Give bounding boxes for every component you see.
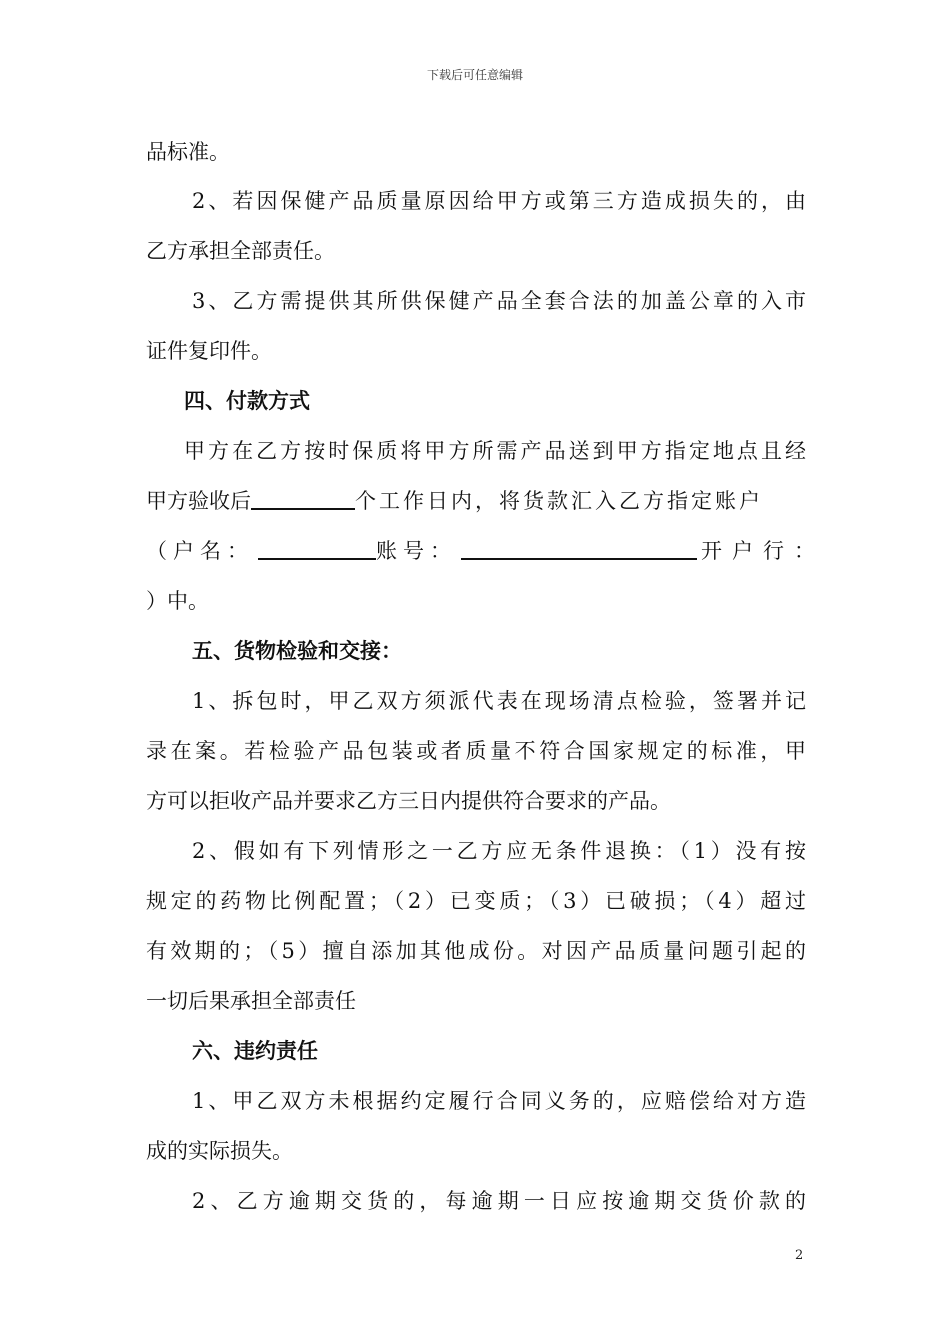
paragraph-line: 成的实际损失。 <box>146 1139 293 1163</box>
paragraph-line: 2、若因保健产品质量原因给甲方或第三方造成损失的，由 <box>192 189 806 213</box>
paragraph-text: 账号： <box>376 539 457 563</box>
paragraph-line: 3、乙方需提供其所供保健产品全套合法的加盖公章的入市 <box>192 289 806 313</box>
paragraph-line: 证件复印件。 <box>146 339 272 363</box>
paragraph-line: 甲方在乙方按时保质将甲方所需产品送到甲方指定地点且经 <box>184 439 806 463</box>
section-heading-payment: 四、付款方式 <box>184 388 310 413</box>
fill-in-blank-account-name[interactable] <box>258 536 376 560</box>
paragraph-line: 2、假如有下列情形之一乙方应无条件退换：（1）没有按 <box>192 839 806 863</box>
section-heading-inspection: 五、货物检验和交接： <box>192 638 402 663</box>
paragraph-line: 一切后果承担全部责任 <box>146 989 356 1013</box>
paragraph-line <box>146 536 825 566</box>
paragraph-text: 甲方验收后 <box>146 489 251 513</box>
paragraph-line: 乙方承担全部责任。 <box>146 239 335 263</box>
paragraph-line: 品标准。 <box>146 140 230 164</box>
fill-in-blank-account-number[interactable] <box>461 536 697 560</box>
paragraph-line: 1、甲乙双方未根据约定履行合同义务的，应赔偿给对方造 <box>192 1089 806 1113</box>
paragraph-line: ）中。 <box>146 589 209 613</box>
paragraph-text: （户名： <box>146 539 254 563</box>
paragraph-text: 个工作日内，将货款汇入乙方指定账户 <box>355 489 763 513</box>
section-heading-breach: 六、违约责任 <box>192 1038 318 1063</box>
page-header: 下载后可任意编辑 <box>426 68 523 82</box>
fill-in-blank-days[interactable] <box>251 486 355 510</box>
paragraph-line: 方可以拒收产品并要求乙方三日内提供符合要求的产品。 <box>146 789 671 813</box>
paragraph-line: 有效期的；（5）擅自添加其他成份。对因产品质量问题引起的 <box>146 939 806 963</box>
paragraph-line: 录在案。若检验产品包装或者质量不符合国家规定的标准，甲 <box>146 739 806 763</box>
page-number: 2 <box>795 1248 804 1263</box>
paragraph-line: 1、拆包时，甲乙双方须派代表在现场清点检验，签署并记 <box>192 689 806 713</box>
paragraph-line: 2、乙方逾期交货的，每逾期一日应按逾期交货价款的 <box>192 1189 806 1213</box>
paragraph-text: 开户行： <box>701 539 825 563</box>
paragraph-line: 规定的药物比例配置；（2）已变质；（3）已破损；（4）超过 <box>146 889 806 913</box>
paragraph-line <box>146 486 806 516</box>
